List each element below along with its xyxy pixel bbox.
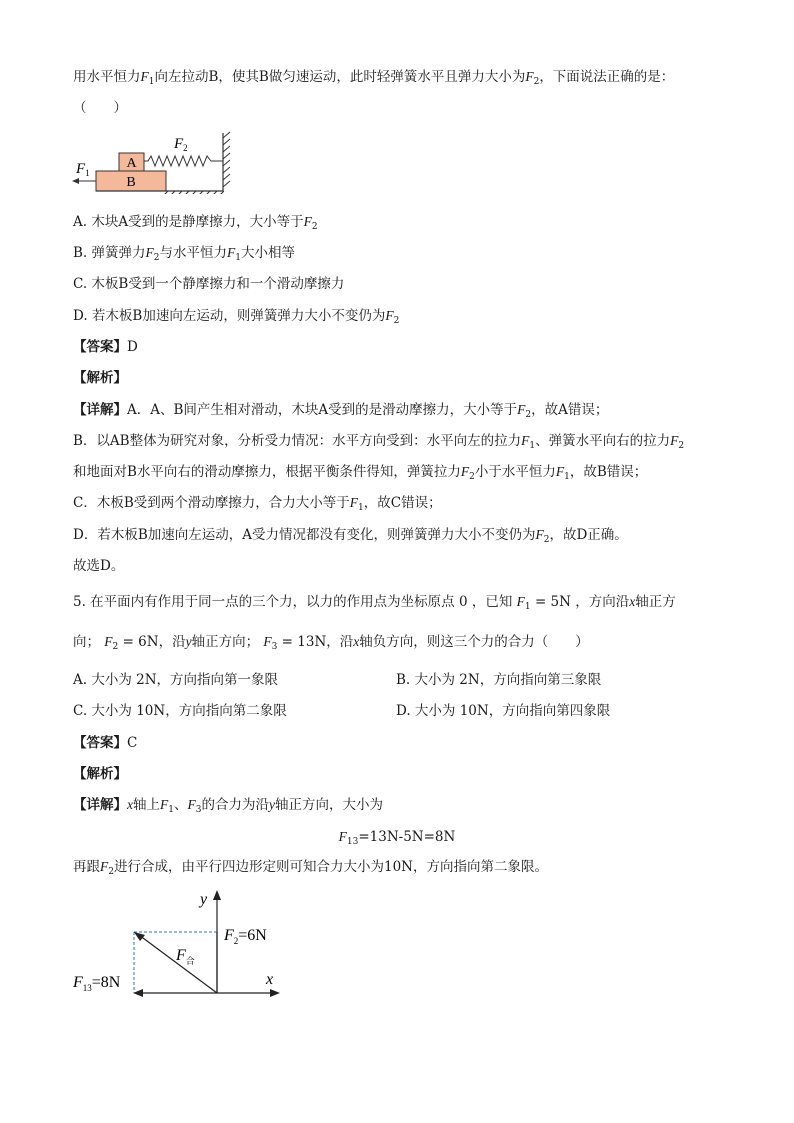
label-a: A: [126, 156, 137, 171]
q4-analysis-tag: 【解析】: [73, 370, 127, 386]
q5-figure: [70, 888, 290, 1000]
q5-detail-1: 【详解】x轴上$F_1$、$F_3$的合力为沿y轴正方向，大小为: [73, 797, 383, 815]
q4-option-a: A. 木块A受到的是静摩擦力，大小等于$F_2$: [73, 214, 318, 232]
q5-formula: $F_{13}=13N-5N=8N$: [338, 829, 456, 847]
label-x: x: [266, 971, 274, 988]
q4-detail-2: B．以AB整体为研究对象，分析受力情况：水平方向受到：水平向左的拉力$F_1$、弹簧水平向右的拉力$F_2$: [73, 433, 685, 451]
label-f13: $F_{13}=8N$: [73, 974, 121, 993]
q4-detail-5: D．若木板B加速向左运动，A受力情况都没有变化，则弹簧弹力大小不变仍为$F_2$，故D正确。: [73, 527, 628, 545]
q4-detail-3: 和地面对B水平向右的滑动摩擦力，根据平衡条件得知，弹簧拉力$F_2$小于水平恒力$F_1$，故B错误；: [73, 464, 648, 482]
label-f-resultant: $F_合$: [176, 947, 195, 966]
q5-option-c: C. 大小为 10N，方向指向第二象限: [73, 703, 287, 719]
q4-detail-1: 【详解】A．A、B间产生相对滑动，木块A受到的是滑动摩擦力，大小等于$F_2$，故A错误；: [73, 402, 609, 420]
label-f1: $F_1$: [76, 161, 90, 178]
q5-option-b: B. 大小为 2N，方向指向第三象限: [396, 672, 602, 688]
q4-detail-4: C．木板B受到两个滑动摩擦力，合力大小等于$F_1$，故C错误；: [73, 495, 442, 513]
label-f2: $F_2$: [174, 136, 188, 153]
q5-stem-line2: 向； $F_2 = 6N$，沿y轴正方向； $F_3 = 13N$，沿x轴负方向，则这三个力的合力（ ）: [73, 634, 589, 652]
label-f2: $F_2=6N$: [224, 927, 267, 946]
q5-analysis-tag: 【解析】: [73, 766, 127, 782]
q4-stem: 用水平恒力$F_1$向左拉动B，使其B做匀速运动，此时轻弹簧水平且弹力大小为$F_2$，下面说法正确的是：: [73, 69, 675, 87]
q4-option-d: D. 若木板B加速向左运动，则弹簧弹力大小不变仍为$F_2$: [73, 308, 400, 326]
label-b: B: [126, 175, 136, 190]
label-y: y: [200, 891, 208, 908]
q5-stem-line1: 5. 在平面内有作用于同一点的三个力，以力的作用点为坐标原点 0 ，已知 $F_1 = 5N$ ，方向沿x轴正方: [73, 594, 676, 612]
q4-paren: （ ）: [73, 100, 127, 116]
q4-option-b: B. 弹簧弹力$F_2$与水平恒力$F_1$大小相等: [73, 245, 295, 263]
q5-option-a: A. 大小为 2N，方向指向第一象限: [73, 672, 279, 688]
resultant-arrow: [139, 935, 217, 993]
spring: [144, 156, 223, 166]
q4-figure: [70, 128, 240, 194]
q4-answer: 【答案】D: [73, 339, 138, 355]
q5-detail-2: 再跟$F_2$进行合成，由平行四边形定则可知合力大小为10N，方向指向第二象限。: [73, 859, 548, 877]
q4-option-c: C. 木板B受到一个静摩擦力和一个滑动摩擦力: [73, 276, 345, 292]
q5-option-d: D. 大小为 10N，方向指向第四象限: [396, 703, 611, 719]
q5-answer: 【答案】C: [73, 735, 138, 751]
q4-detail-6: 故选D。: [73, 558, 125, 574]
